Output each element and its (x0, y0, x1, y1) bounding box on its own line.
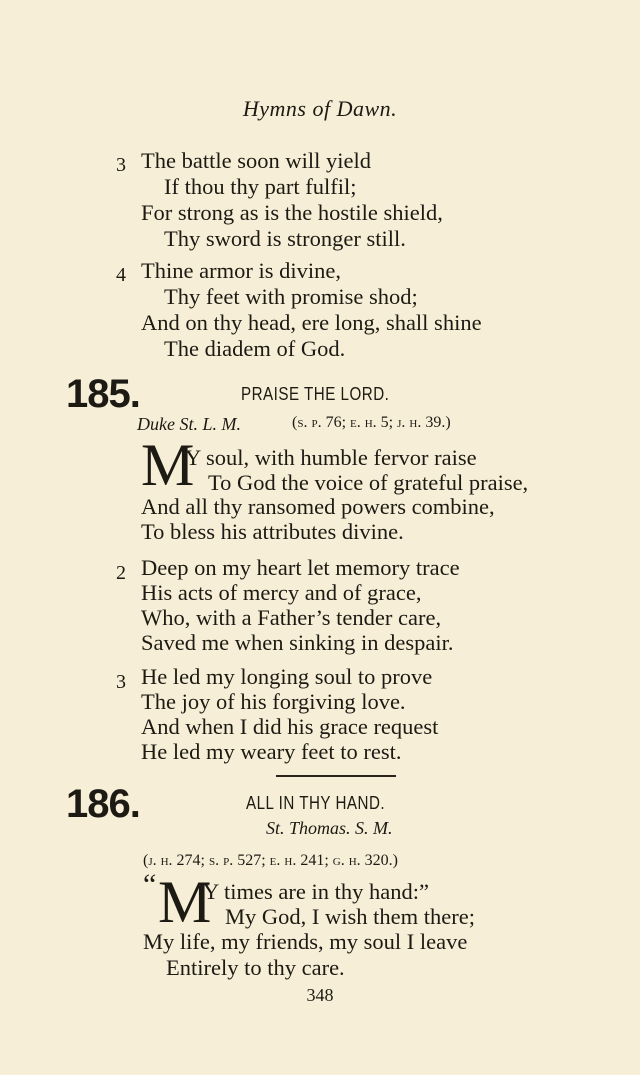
verse-line: His acts of mercy and of grace, (141, 580, 422, 605)
hymnal-references: (j. h. 274; s. p. 527; e. h. 241; g. h. 320.) (143, 852, 399, 869)
drop-cap: M (158, 869, 212, 935)
verse-number: 2 (116, 562, 126, 584)
page-number: 348 (306, 985, 334, 1005)
verse-line: Y soul, with humble fervor raise (185, 445, 477, 470)
verse-line: My life, my friends, my soul I leave (143, 929, 468, 954)
hymn-number: 186. (66, 782, 140, 826)
verse-line: To God the voice of grateful praise, (208, 470, 529, 495)
verse-number: 3 (116, 671, 126, 693)
verse-line: The battle soon will yield (141, 148, 371, 173)
running-header: Hymns of Dawn. (242, 96, 398, 121)
verse-number: 4 (116, 264, 126, 286)
verse-line: Who, with a Father’s tender care, (141, 605, 442, 630)
verse-line: He led my weary feet to rest. (141, 739, 402, 764)
hymnal-references: (s. p. 76; e. h. 5; j. h. 39.) (292, 414, 451, 431)
tune-name: St. Thomas. S. M. (266, 818, 393, 838)
verse-line: My God, I wish them there; (225, 904, 475, 929)
verse-line: And all thy ransomed powers combine, (141, 494, 495, 519)
hymn-title: PRAISE THE LORD. (241, 383, 390, 404)
verse-line: The joy of his forgiving love. (141, 689, 406, 714)
tune-name: Duke St. L. M. (137, 414, 241, 434)
verse-line: Deep on my heart let memory trace (141, 555, 460, 580)
section-divider (276, 775, 396, 777)
verse-line: The diadem of God. (164, 336, 346, 361)
verse-line: Saved me when sinking in despair. (141, 630, 454, 655)
verse-line: For strong as is the hostile shield, (141, 200, 443, 225)
verse-line: To bless his attributes divine. (141, 519, 404, 544)
verse-line: Thy feet with promise shod; (164, 284, 418, 309)
verse-line: Thine armor is divine, (141, 258, 341, 283)
verse-line: And on thy head, ere long, shall shine (141, 310, 482, 335)
hymn-number: 185. (66, 372, 140, 416)
verse-line: Entirely to thy care. (166, 955, 345, 980)
verse-line: Thy sword is stronger still. (164, 226, 406, 251)
verse-line: Y times are in thy hand:” (203, 879, 429, 904)
opening-quote: “ (143, 868, 157, 901)
hymn-title: ALL IN THY HAND. (246, 792, 386, 813)
drop-cap: M (141, 432, 195, 498)
verse-line: If thou thy part fulfil; (164, 174, 357, 199)
verse-line: He led my longing soul to prove (141, 664, 433, 689)
verse-line: And when I did his grace request (141, 714, 439, 739)
verse-number: 3 (116, 154, 126, 176)
